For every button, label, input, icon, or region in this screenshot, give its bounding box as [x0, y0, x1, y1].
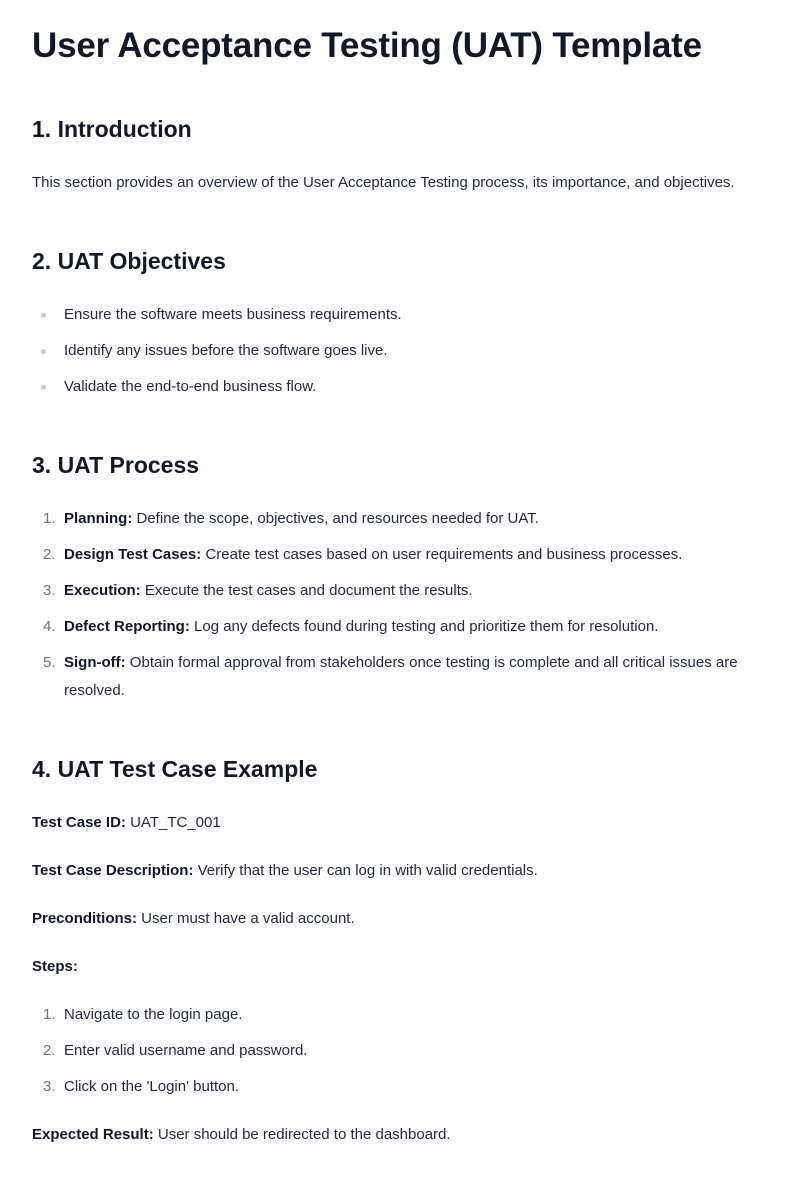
- test-case-expected-result: Expected Result: User should be redirected to the dashboard.: [32, 1126, 451, 1143]
- list-item: [32, 613, 768, 641]
- list-item: [32, 541, 768, 569]
- process-heading: 3. UAT Process: [32, 452, 200, 478]
- step-text: Obtain formal approval from stakeholders once testing is complete and all critical issues are resolved.: [64, 654, 738, 699]
- list-item: [32, 505, 768, 533]
- step-number: 4.: [43, 618, 56, 635]
- test-case-steps-label: Steps:: [32, 958, 78, 975]
- test-case-section: [32, 755, 768, 1149]
- list-item: Ensure the software meets business requirements.: [32, 301, 768, 329]
- bullet-icon: [41, 313, 46, 318]
- introduction-section: [32, 115, 768, 197]
- step-text: Enter valid username and password.: [64, 1042, 308, 1059]
- step-text: Log any defects found during testing and prioritize them for resolution.: [189, 618, 659, 635]
- step-text: Define the scope, objectives, and resources needed for UAT.: [132, 510, 539, 527]
- list-item: [32, 1001, 768, 1029]
- step-label: Sign-off:: [64, 654, 126, 671]
- step-number: 5.: [43, 654, 56, 671]
- step-number: 2.: [43, 546, 56, 563]
- step-number: 3.: [43, 1078, 56, 1095]
- process-section: [32, 451, 768, 705]
- step-label: Planning:: [64, 510, 133, 527]
- test-case-steps-list: [32, 1001, 768, 1101]
- page-title: User Acceptance Testing (UAT) Template: [32, 26, 702, 65]
- step-number: 3.: [43, 582, 56, 599]
- bullet-icon: [41, 349, 46, 354]
- step-number: 1.: [43, 1006, 56, 1023]
- introduction-text: This section provides an overview of the User Acceptance Testing process, its importance, and objectives.: [32, 174, 735, 191]
- list-item: [32, 1037, 768, 1065]
- list-item: Identify any issues before the software goes live.: [32, 337, 768, 365]
- list-item: [32, 649, 768, 705]
- step-text: Execute the test cases and document the results.: [140, 582, 473, 599]
- list-item: [32, 577, 768, 605]
- step-label: Defect Reporting:: [64, 618, 190, 635]
- step-label: Design Test Cases:: [64, 546, 202, 563]
- step-text: Click on the 'Login' button.: [64, 1078, 240, 1095]
- step-number: 1.: [43, 510, 56, 527]
- step-text: Create test cases based on user requirements and business processes.: [201, 546, 683, 563]
- process-steps-list: [32, 505, 768, 705]
- bullet-icon: [41, 385, 46, 390]
- test-case-id: Test Case ID: UAT_TC_001: [32, 814, 221, 831]
- test-case-preconditions: Preconditions: User must have a valid account.: [32, 910, 355, 927]
- list-item: Validate the end-to-end business flow.: [32, 373, 768, 401]
- objectives-list: [32, 301, 768, 401]
- step-number: 2.: [43, 1042, 56, 1059]
- test-case-description: Test Case Description: Verify that the user can log in with valid credentials.: [32, 862, 538, 879]
- objectives-section: [32, 247, 768, 401]
- objectives-heading: 2. UAT Objectives: [32, 248, 226, 274]
- introduction-heading: 1. Introduction: [32, 116, 192, 142]
- step-text: Navigate to the login page.: [64, 1006, 243, 1023]
- step-label: Execution:: [64, 582, 141, 599]
- list-item: [32, 1073, 768, 1101]
- test-case-heading: 4. UAT Test Case Example: [32, 756, 318, 782]
